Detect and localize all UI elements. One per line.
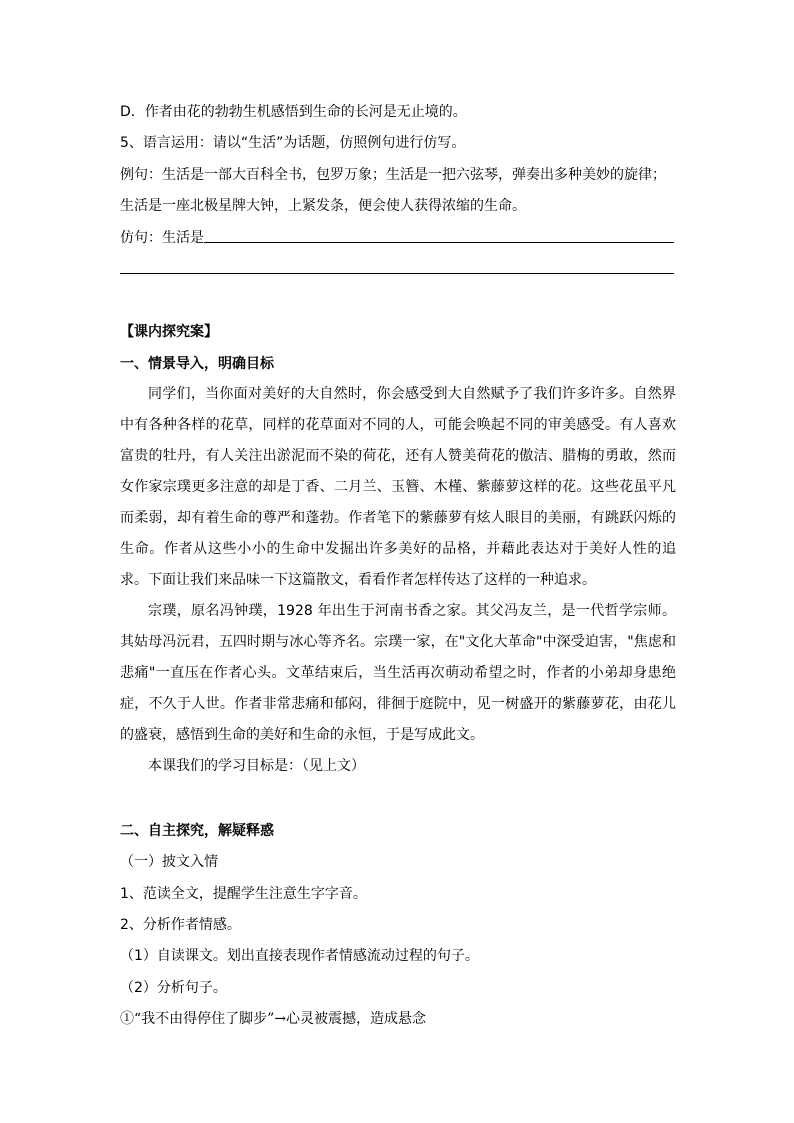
example-line-2: 生活是一座北极星牌大钟，上紧发条，便会使人获得浓缩的生命。 [120, 198, 526, 214]
section-1-title: 一、情景导入，明确目标 [120, 356, 274, 372]
option-d: D．作者由花的勃勃生机感悟到生命的长河是无止境的。 [120, 104, 467, 120]
item-2-1: （1）自读课文。划出直接表现作者情感流动过程的句子。 [120, 948, 479, 964]
imitation-label: 仿句：生活是 [120, 230, 204, 246]
item-circle-1: ①“我不由得停住了脚步”→心灵被震撼，造成悬念 [120, 1011, 427, 1027]
inclass-header: 【课内探究案】 [120, 324, 218, 340]
item-1: 1、范读全文，提醒学生注意生字字音。 [120, 886, 367, 902]
subsection-1: （一）披文入情 [120, 854, 218, 870]
intro-paragraph: 同学们，当你面对美好的大自然时，你会感受到大自然赋予了我们许多许多。自然界中有各种各样的花草，同样的花草面对不同的人，可能会唤起不同的审美感受。有人喜欢富贵的牡丹，有人关注出淤泥而不染的荷花，还有人赞美荷花的傲洁、腊梅的勇敢，然而女作家宗璞更多注意的却是丁香、二月兰、玉簪、木槿、紫藤萝这样的花。这些花虽平凡而柔弱，却有着生命的尊严和蓬勃。作者笔下的紫藤萝有炫人眼目的美丽，有跳跃闪烁的生命。作者从这些小小的生命中发掘出许多美好的品格，并藉此表达对于美好人性的追求。下面让我们来品味一下这篇散文，看看作者怎样传达了这样的一种追求。 [120, 386, 676, 588]
author-paragraph: 宗璞，原名冯钟璞，1928 年出生于河南书香之家。其父冯友兰，是一代哲学宗师。其姑母冯沅君，五四时期与冰心等齐名。宗璞一家，在"文化大革命"中深受迫害，"焦虑和悲痛"一直压在作者心头。文革结束后，当生活再次萌动希望之时，作者的小弟却身患绝症，不久于人世。作者非常悲痛和郁闷，徘徊于庭院中，见一树盛开的紫藤萝花，由花儿的盛衰，感悟到生命的美好和生命的永恒，于是写成此文。 [120, 603, 676, 743]
imitation-answer-blank[interactable] [204, 242, 674, 243]
section-2-title: 二、自主探究，解疑释惑 [120, 823, 274, 839]
imitation-answer-line-2[interactable] [120, 273, 674, 274]
question-5: 5、语言运用：请以“生活”为话题，仿照例句进行仿写。 [120, 135, 466, 151]
example-line-1: 例句：生活是一部大百科全书，包罗万象；生活是一把六弦琴，弹奏出多种美妙的旋律； [120, 167, 666, 183]
objectives-paragraph: 本课我们的学习目标是：（见上文） [148, 758, 365, 774]
item-2-2: （2）分析句子。 [120, 980, 227, 996]
item-2: 2、分析作者情感。 [120, 917, 241, 933]
